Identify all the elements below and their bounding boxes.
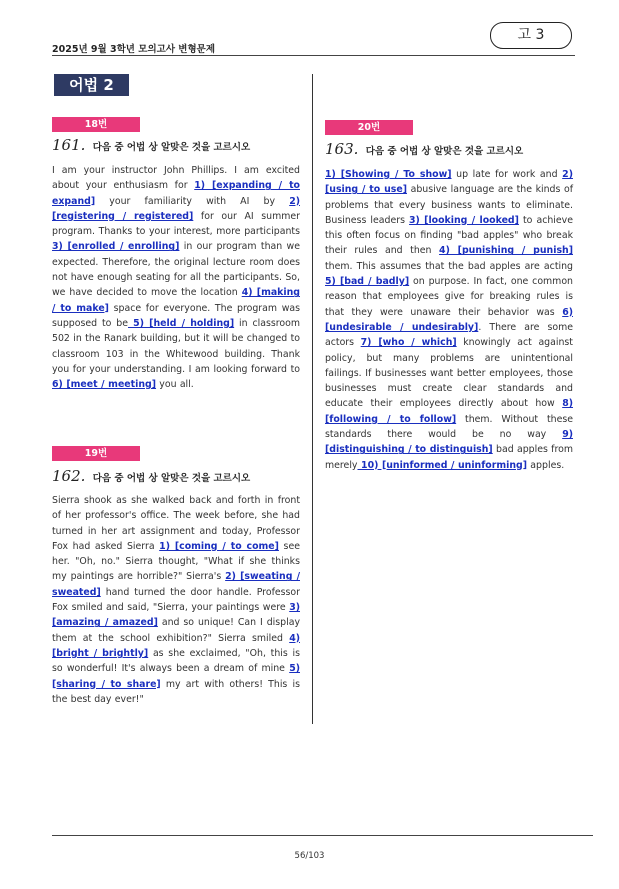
page-header-title: 2025년 9월 3학년 모의고사 변형문제 <box>52 44 216 55</box>
passage-text: to achieve this often focus on finding "bad apples" who break their rules and then <box>325 214 573 257</box>
answer-choice[interactable]: 1) [coming / to come] <box>159 540 279 552</box>
question-passage-162 <box>52 493 300 707</box>
passage-text: as she exclaimed, "Oh, this is so wonderful! It's always been a dream of mine <box>52 647 300 675</box>
passage-text: Sierra shook as she walked back and forth in front of her professor's office. The week before, she had turned in her art assignment and today, Professor Fox had asked Sierra <box>52 495 300 552</box>
passage-text: your familiarity with AI by <box>95 195 290 207</box>
passage-text: my art with others! This is the best day ever!" <box>52 678 300 705</box>
passage-text: them. Without these standards there would be no way <box>325 413 573 441</box>
page-number: 56/103 <box>294 851 325 861</box>
answer-choice[interactable]: 6) [undesirable / undesirably] <box>325 306 573 333</box>
answer-choice[interactable]: 10) [uninformed / uninforming] <box>357 459 528 471</box>
answer-choice[interactable]: 5) [sharing / to share] <box>52 663 300 690</box>
answer-choice[interactable]: 9) [distinguishing / to distinguish] <box>325 429 573 456</box>
answer-choice[interactable]: 2) [registering / registered] <box>52 195 300 222</box>
passage-text: I am your instructor John Phillips. I am excited about your enthusiasm for <box>52 165 300 192</box>
answer-choice[interactable]: 1) [Showing / To show] <box>325 169 452 180</box>
question-number: 163. <box>325 140 359 158</box>
question-instruction: 다음 중 어법 상 알맞은 것을 고르시오 <box>92 473 251 484</box>
passage-text: see her. "Oh, no." Sierra thought, "What if she thinks my paintings are horrible?" Sierra's <box>52 540 300 583</box>
passage-text: on purpose. In fact, one common reason that employees give for breaking rules is that they were unaware their behavior was <box>325 276 573 318</box>
passage-text: hand turned the door handle. Professor Fox smiled and said, "Sierra, your paintings were <box>52 586 300 614</box>
header-rule <box>52 55 575 56</box>
answer-choice[interactable]: 4) [punishing / punish] <box>439 245 573 257</box>
passage-text: bad apples from merely <box>325 444 573 471</box>
question-tag-20: 20번 <box>325 120 413 135</box>
answer-choice[interactable]: 3) [enrolled / enrolling] <box>52 241 180 253</box>
answer-choice[interactable]: 2) [using / to use] <box>325 169 573 196</box>
question-tag-18: 18번 <box>52 117 140 132</box>
question-number: 162. <box>52 467 86 485</box>
answer-choice[interactable]: 5) [held / holding] <box>128 317 235 329</box>
question-number: 161. <box>52 136 86 154</box>
footer-rule <box>52 835 593 836</box>
passage-text: . There are some actors <box>325 321 573 349</box>
passage-text: apples. <box>527 459 565 471</box>
answer-choice[interactable]: 3) [looking / looked] <box>409 214 519 226</box>
answer-choice[interactable]: 6) [meet / meeting] <box>52 379 157 391</box>
answer-choice[interactable]: 2) [sweating / sweated] <box>52 571 300 598</box>
question-heading-161 <box>52 136 250 154</box>
answer-choice[interactable]: 5) [bad / badly] <box>325 276 410 288</box>
passage-text: in classroom 502 in the Ranark building, but it will be changed to classroom 103 in the Whitewood building. Thank you for your understanding. I am looking forward to <box>52 317 300 375</box>
answer-choice[interactable]: 4) [bright / brightly] <box>52 632 300 659</box>
passage-text: for our AI summer program. Thanks to your interest, more participants <box>52 210 300 238</box>
answer-choice[interactable]: 3) [amazing / amazed] <box>52 602 300 629</box>
question-heading-163 <box>325 140 523 158</box>
question-passage-161 <box>52 163 300 392</box>
passage-text: up late for work and <box>451 169 563 180</box>
section-title: 어법 2 <box>54 74 129 96</box>
passage-text: abusive language are the kinds of problems that every business wants to eliminate. Business leaders <box>325 184 573 226</box>
question-heading-162 <box>52 467 250 485</box>
passage-text: space for everyone. The program was supposed to be <box>52 302 300 329</box>
passage-text: them. This assumes that the bad apples are acting <box>325 260 573 272</box>
answer-choice[interactable]: 7) [who / which] <box>360 337 457 349</box>
passage-text: you all. <box>156 379 194 391</box>
grade-badge: 고 3 <box>490 22 572 49</box>
question-passage-163 <box>325 167 573 473</box>
answer-choice[interactable]: 4) [making / to make] <box>52 287 300 314</box>
answer-choice[interactable]: 8) [following / to follow] <box>325 398 573 425</box>
answer-choice[interactable]: 1) [expanding / to expand] <box>52 180 300 207</box>
question-instruction: 다음 중 어법 상 알맞은 것을 고르시오 <box>365 146 524 157</box>
passage-text: knowingly act against policy, but many problems are unintentional failings. If businesses want better employees, those businesses must create clear standards and educate their employees directly about how <box>325 337 573 410</box>
column-divider <box>312 74 313 724</box>
passage-text: in our program than we expected. Therefore, the original lecture room does not have enough seating for all the participants. So, we have decided to move the location <box>52 241 300 299</box>
passage-text: and so unique! Can I display them at the school exhibition?" Sierra smiled <box>52 617 300 644</box>
question-tag-19: 19번 <box>52 446 140 461</box>
question-instruction: 다음 중 어법 상 알맞은 것을 고르시오 <box>92 142 251 153</box>
